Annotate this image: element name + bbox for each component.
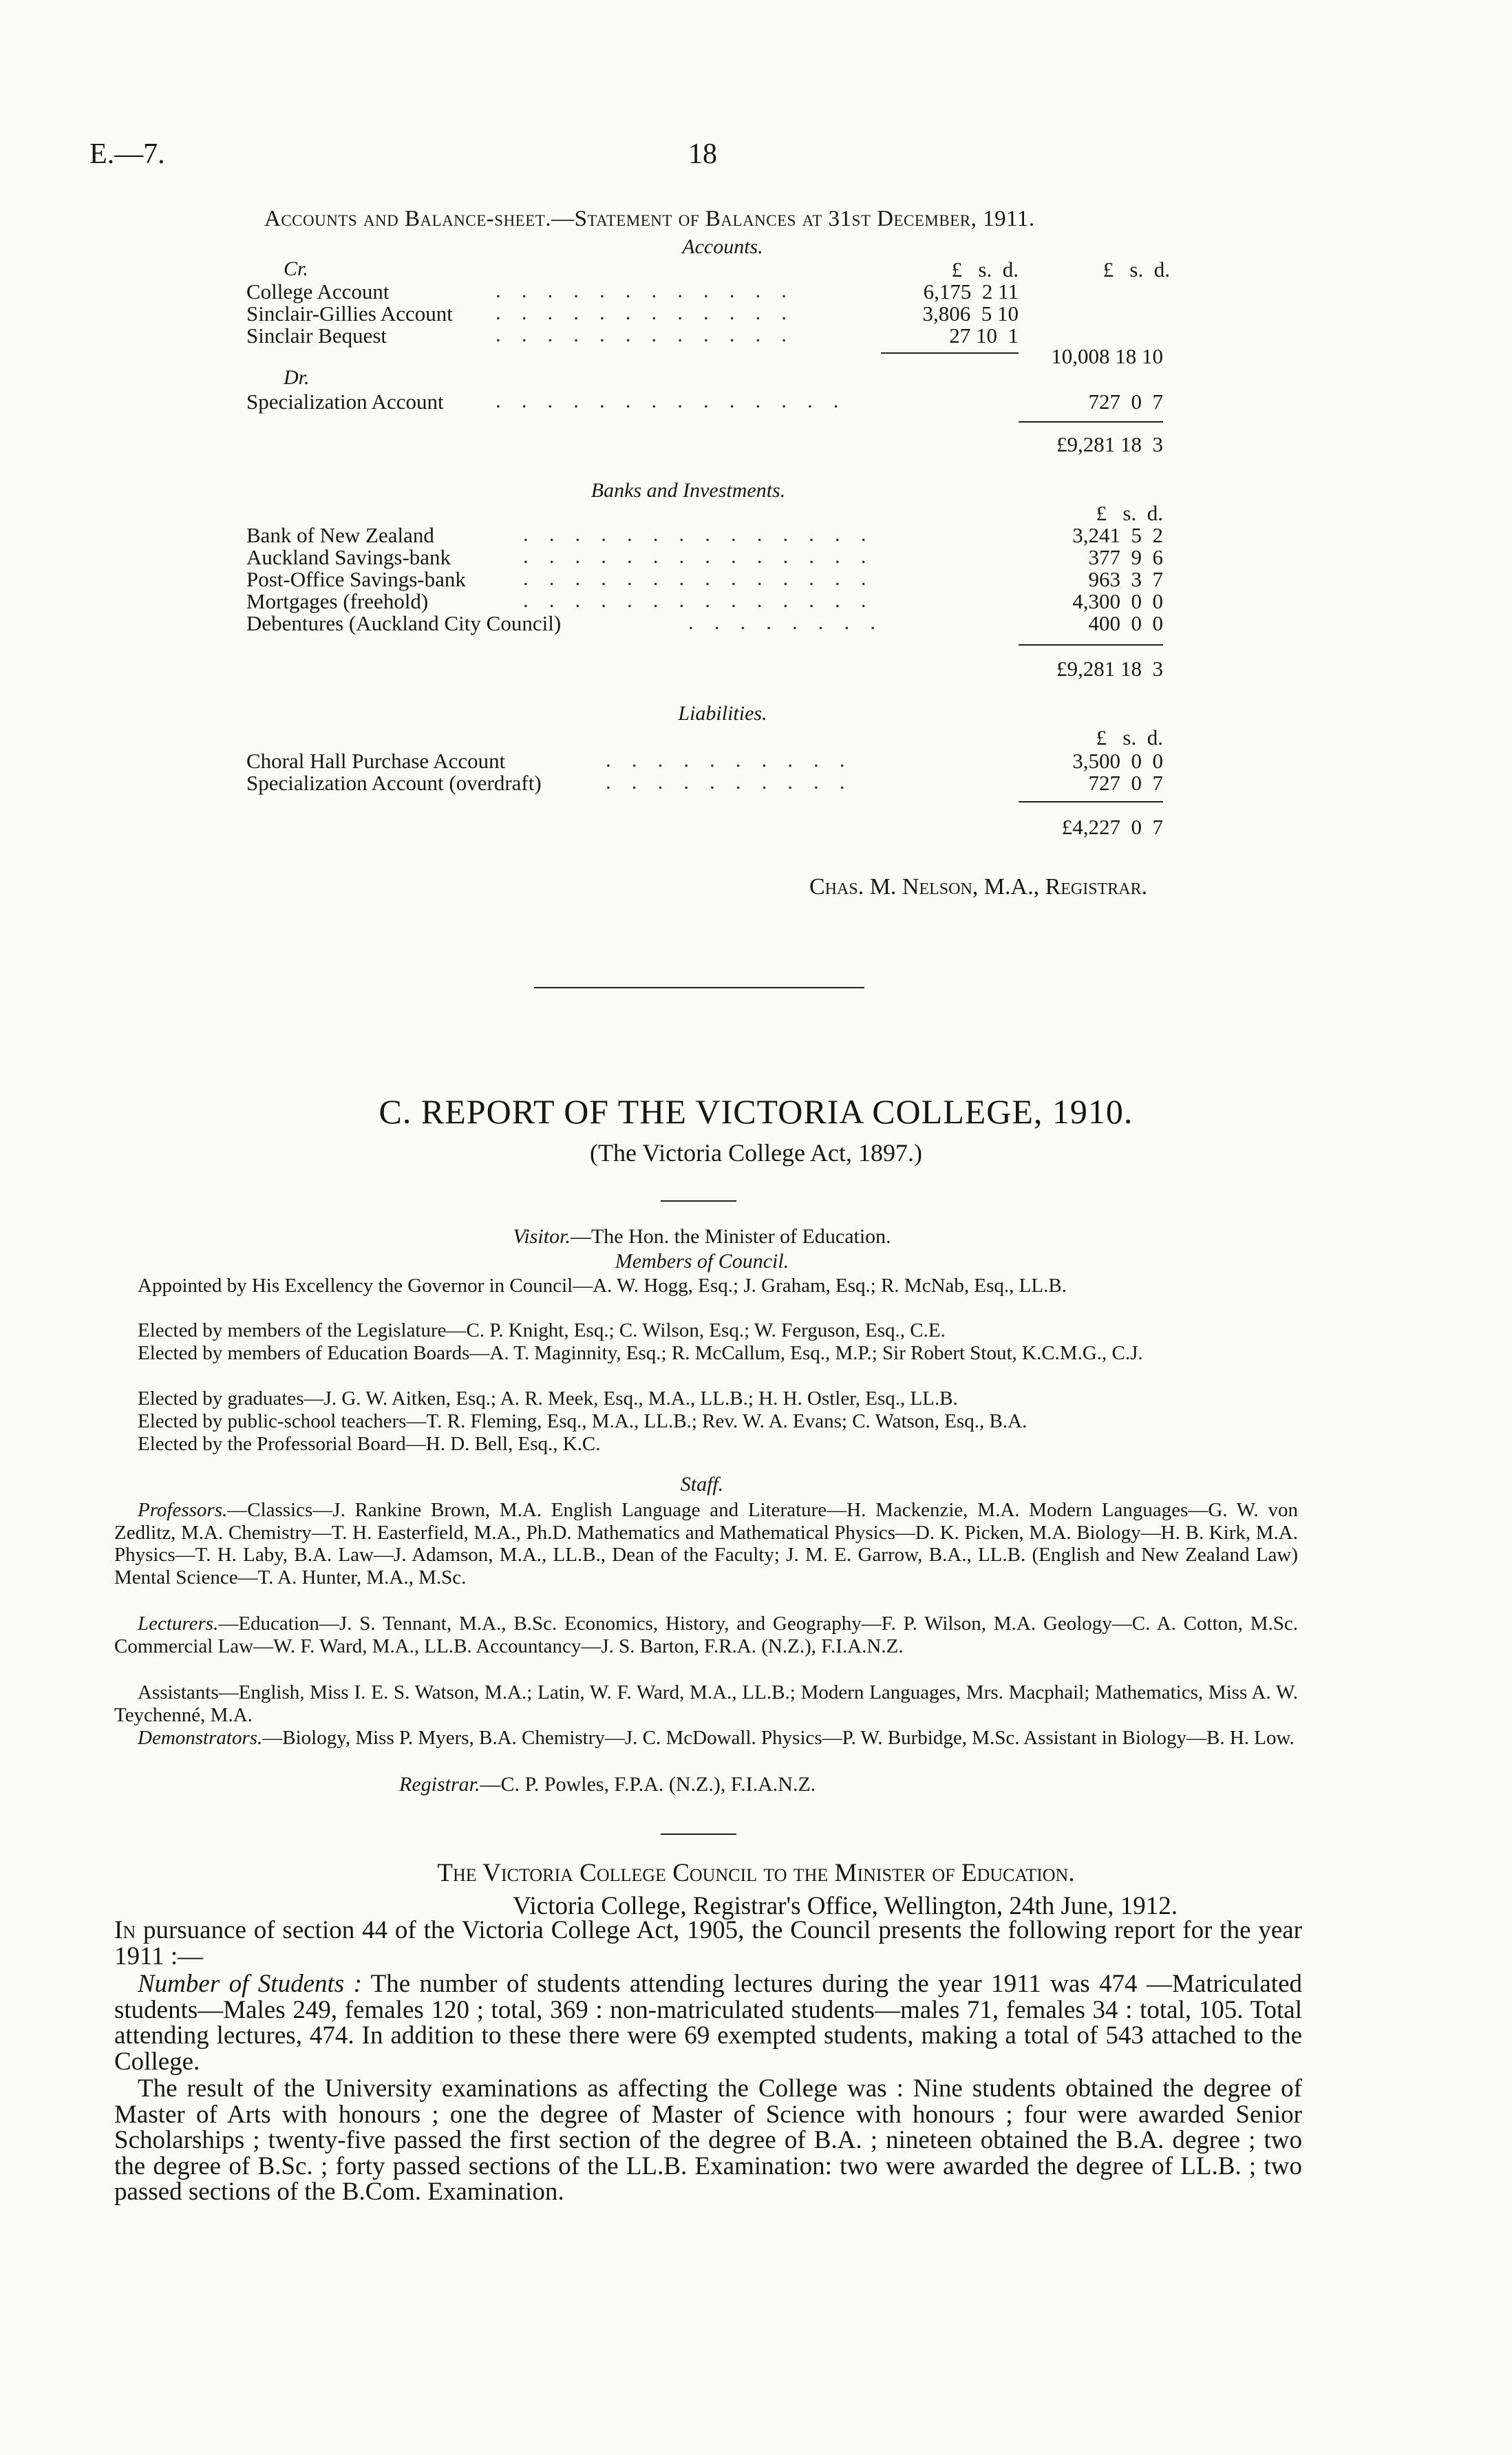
visitor-line: Visitor.—The Hon. the Minister of Education. — [513, 1225, 891, 1248]
liability-row: Specialization Account (overdraft) — [246, 771, 542, 795]
bank-row: Post-Office Savings-bank — [246, 567, 466, 591]
staff-heading: Staff. — [680, 1473, 724, 1496]
dr-label: Dr. — [284, 366, 310, 389]
bank-amount: 4,300 0 0 — [1072, 589, 1163, 613]
page-number: 18 — [688, 138, 717, 170]
council-entry: Elected by public-school teachers—T. R. Fleming, Esq., M.A., LL.B.; Rev. W. A. Evans; C. Watson, Esq., B.A. — [138, 1410, 1027, 1432]
account-amount: 727 0 7 — [1088, 390, 1163, 414]
short-divider — [661, 1834, 736, 1835]
registrar-signature: Chas. M. Nelson, M.A., Registrar. — [809, 874, 1148, 900]
liabilities-total: £4,227 0 7 — [1061, 815, 1163, 839]
report-title: C. REPORT OF THE VICTORIA COLLEGE, 1910. — [379, 1092, 1133, 1131]
subtotal-rule — [881, 352, 1019, 354]
body-paragraph-students: Number of Students : The number of students attending lectures during the year 1911 was 474 —Matriculated students—Males 249, females 120 ; total, 369 : non-matriculated students—males 71, females 34 : total, 105. Total attending lectures, 474. In addition to these there were 69 exempted students, making a total of 543 attached to the College. — [114, 1970, 1302, 2076]
col-head-left: £ s. d. — [951, 257, 1019, 281]
total-rule — [1019, 644, 1163, 646]
council-entry: Elected by members of Education Boards—A. T. Maginnity, Esq.; R. McCallum, Esq., M.P.; Sir Robert Stout, K.C.M.G., C.J. — [138, 1342, 1143, 1364]
council-entry: Elected by members of the Legislature—C. P. Knight, Esq.; C. Wilson, Esq.; W. Ferguson, Esq., C.E. — [138, 1319, 946, 1341]
accounts-subhead: Accounts. — [682, 235, 763, 258]
bank-amount: 963 3 7 — [1088, 567, 1163, 591]
accounts-subtotal: 10,008 18 10 — [1051, 344, 1163, 368]
body-paragraph-intro: In pursuance of section 44 of the Victoria College Act, 1905, the Council presents the following report for the year 1911 :— — [114, 1916, 1302, 1970]
running-header-code: E.—7. — [89, 138, 165, 170]
section-divider — [534, 987, 864, 988]
report-subtitle: (The Victoria College Act, 1897.) — [589, 1139, 923, 1167]
bank-row: Auckland Savings-bank — [246, 545, 451, 569]
account-amount: 3,806 5 10 — [922, 301, 1019, 326]
banks-subhead: Banks and Investments. — [590, 479, 786, 502]
bank-amount: 377 9 6 — [1088, 545, 1163, 569]
liabilities-col-head: £ s. d. — [1096, 725, 1163, 750]
council-entry: Appointed by His Excellency the Governor in Council—A. W. Hogg, Esq.; J. Graham, Esq.; R. McNab, Esq., LL.B. — [138, 1275, 1067, 1297]
staff-registrar: Registrar.—C. P. Powles, F.P.A. (N.Z.), F.I.A.N.Z. — [399, 1773, 816, 1796]
bank-row: Bank of New Zealand — [246, 523, 434, 547]
total-rule — [1019, 801, 1163, 803]
staff-professors: Professors.—Classics—J. Rankine Brown, M.A. English Language and Literature—H. Mackenzie, M.A. Modern Languages—G. W. von Zedlitz, M.A. Chemistry—T. H. Easterfield, M.A., Ph.D. Mathematics and Mathematical Physics—D. K. Picken, M.A. Biology—H. B. Kirk, M.A. Physics—T. H. Laby, B.A. Law—J. Adamson, M.A., LL.B., Dean of the Faculty; J. M. E. Garrow, B.A., LL.B. (English and New Zealand Law) Mental Science—T. A. Hunter, M.A., M.Sc. — [114, 1499, 1298, 1588]
liability-amount: 727 0 7 — [1088, 771, 1163, 795]
dateline: Victoria College, Registrar's Office, Wellington, 24th June, 1912. — [513, 1892, 1178, 1920]
liabilities-subhead: Liabilities. — [678, 702, 767, 725]
staff-assistants: Assistants—English, Miss I. E. S. Watson, M.A.; Latin, W. F. Ward, M.A., LL.B.; Modern Languages, Mrs. Macphail; Mathematics, Miss A. W. Teychenné, M.A. — [114, 1681, 1298, 1726]
account-row: Sinclair Bequest — [246, 323, 387, 348]
bank-row: Mortgages (freehold) — [246, 589, 429, 613]
cr-label: Cr. — [284, 257, 308, 280]
total-rule — [1019, 421, 1163, 423]
bank-amount: 3,241 5 2 — [1072, 523, 1163, 547]
liability-amount: 3,500 0 0 — [1072, 749, 1163, 773]
banks-total: £9,281 18 3 — [1056, 657, 1163, 681]
council-entry: Elected by graduates—J. G. W. Aitken, Esq.; A. R. Meek, Esq., M.A., LL.B.; H. H. Ostler, Esq., LL.B. — [138, 1388, 958, 1410]
account-amount: 27 10 1 — [949, 323, 1019, 348]
col-head-right: £ s. d. — [1103, 257, 1170, 281]
account-row: College Account — [246, 279, 390, 304]
bank-amount: 400 0 0 — [1088, 611, 1163, 635]
liability-row: Choral Hall Purchase Account — [246, 749, 506, 773]
council-heading: The Victoria College Council to the Minister of Education. — [437, 1859, 1075, 1887]
staff-demonstrators: Demonstrators.—Biology, Miss P. Myers, B.A. Chemistry—J. C. McDowall. Physics—P. W. Burbidge, M.Sc. Assistant in Biology—B. H. Low. — [138, 1727, 1295, 1749]
account-row: Specialization Account — [246, 390, 444, 414]
account-row: Sinclair-Gillies Account — [246, 301, 453, 326]
body-paragraph-results: The result of the University examinations as affecting the College was : Nine students obtained the degree of Master of Arts with honours ; one the degree of Master of Science with honours ; four were awarded Senior Scholarships ; twenty-five passed the first section of the degree of B.A. ; nineteen obtained the B.A. degree ; two the degree of B.Sc. ; forty passed sections of the LL.B. Examination: two were awarded the degree of LL.B. ; two passed sections of the B.Com. Examination. — [114, 2074, 1302, 2206]
members-heading: Members of Council. — [615, 1250, 789, 1273]
account-amount: 6,175 2 11 — [923, 279, 1019, 304]
bank-row: Debentures (Auckland City Council) — [246, 611, 562, 635]
banks-col-head: £ s. d. — [1096, 501, 1163, 525]
staff-lecturers: Lecturers.—Education—J. S. Tennant, M.A., B.Sc. Economics, History, and Geography—F. P. Wilson, M.A. Geology—C. A. Cotton, M.Sc. Commercial Law—W. F. Ward, M.A., LL.B. Accountancy—J. S. Barton, F.R.A. (N.Z.), F.I.A.N.Z. — [114, 1613, 1298, 1657]
accounts-title: Accounts and Balance-sheet.—Statement of Balances at 31st December, 1911. — [264, 206, 1035, 231]
council-entry: Elected by the Professorial Board—H. D. Bell, Esq., K.C. — [138, 1433, 601, 1455]
short-divider — [661, 1200, 736, 1202]
accounts-total: £9,281 18 3 — [1056, 432, 1163, 456]
